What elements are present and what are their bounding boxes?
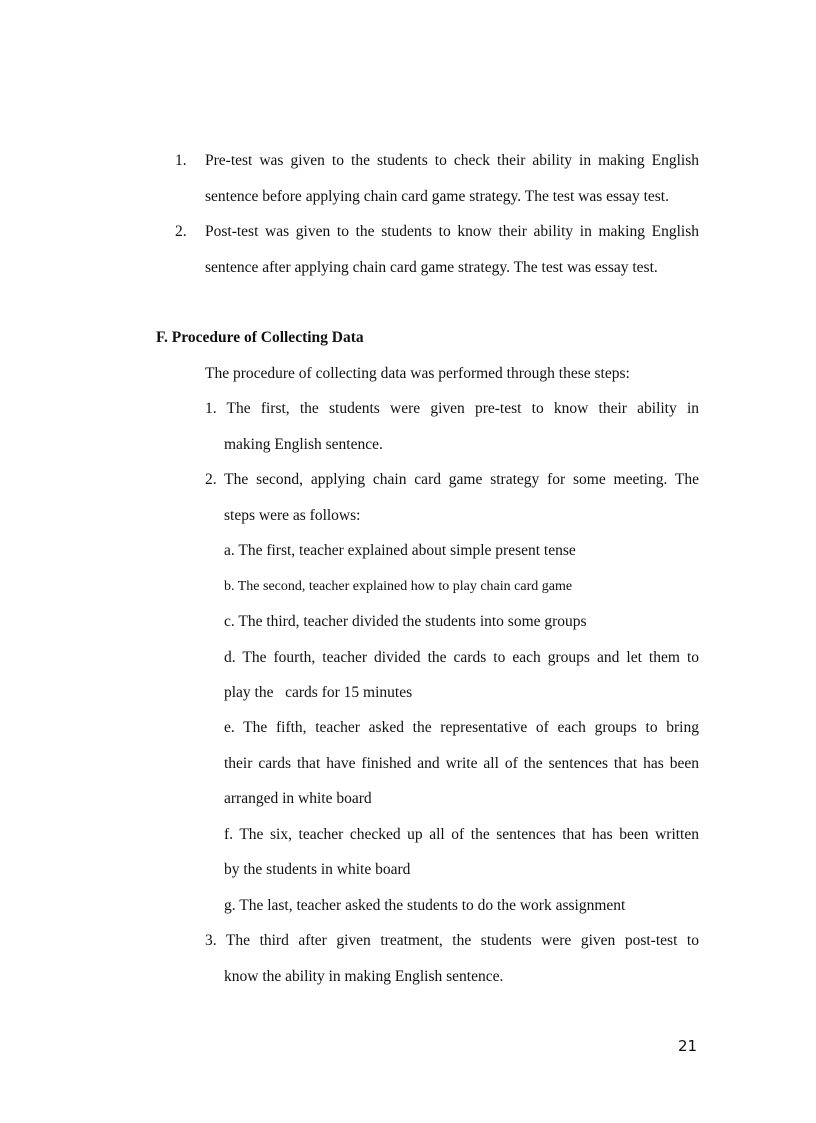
substep-line: a. The first, teacher explained about simple present tense: [224, 542, 576, 559]
substep-line: by the students in white board: [224, 861, 411, 878]
list-item-number: 2.: [175, 223, 187, 240]
section-heading: F. Procedure of Collecting Data: [156, 329, 364, 346]
substep-line: b. The second, teacher explained how to play chain card game: [224, 579, 573, 594]
substep-line: c. The third, teacher divided the students into some groups: [224, 613, 587, 630]
step-line: 1. The first, the students were given pre-test to know their ability in: [205, 400, 699, 417]
section-intro: The procedure of collecting data was performed through these steps:: [205, 365, 630, 382]
list-item-line: Post-test was given to the students to know their ability in making English: [205, 223, 699, 240]
list-item-line: Pre-test was given to the students to check their ability in making English: [205, 152, 699, 169]
list-item-line: sentence after applying chain card game strategy. The test was essay test.: [205, 259, 658, 276]
list-item-number: 1.: [175, 152, 187, 169]
step-line: making English sentence.: [224, 436, 383, 453]
step-line: 2. The second, applying chain card game strategy for some meeting. The: [205, 471, 699, 488]
substep-line: g. The last, teacher asked the students to do the work assignment: [224, 897, 626, 914]
step-line: 3. The third after given treatment, the students were given post-test to: [205, 932, 699, 949]
list-item-line: sentence before applying chain card game strategy. The test was essay test.: [205, 188, 669, 205]
step-line: know the ability in making English sentence.: [224, 968, 504, 985]
substep-line: d. The fourth, teacher divided the cards to each groups and let them to: [224, 649, 699, 666]
substep-line: their cards that have finished and write all of the sentences that has been: [224, 755, 699, 772]
substep-line: play the cards for 15 minutes: [224, 684, 413, 701]
page-number: 21: [678, 1037, 698, 1055]
substep-line: f. The six, teacher checked up all of the sentences that has been written: [224, 826, 699, 843]
step-line: steps were as follows:: [224, 507, 361, 524]
substep-line: arranged in white board: [224, 790, 372, 807]
substep-line: e. The fifth, teacher asked the representative of each groups to bring: [224, 719, 699, 736]
